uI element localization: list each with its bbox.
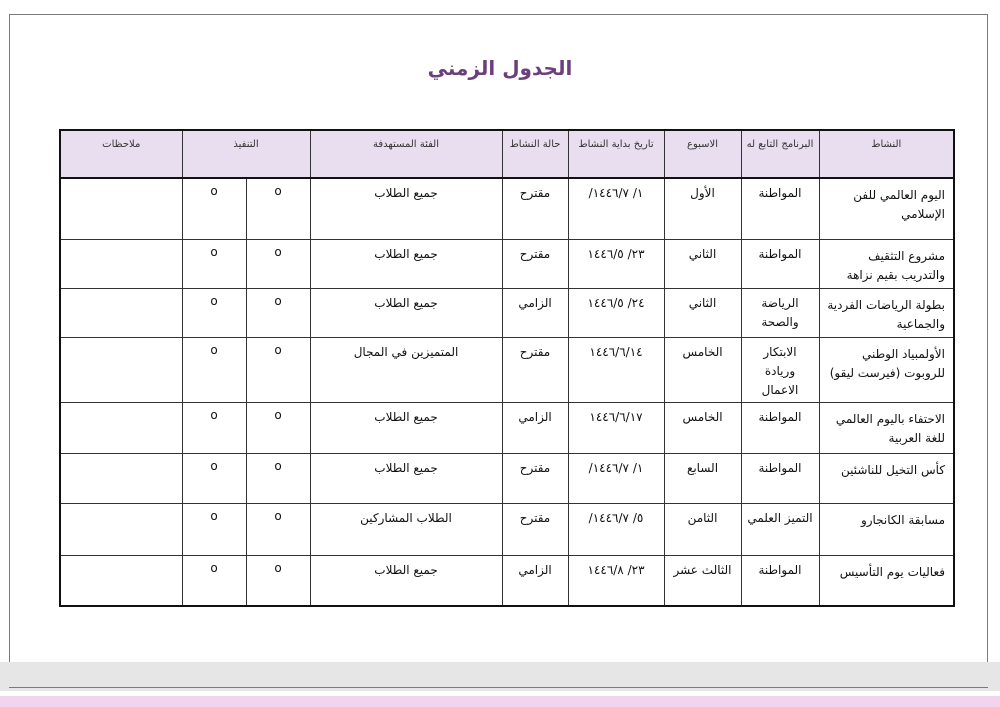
- header-status: حالة النشاط: [502, 130, 568, 178]
- notes-cell: [60, 289, 182, 338]
- notes-cell: [60, 403, 182, 454]
- execution-mark: o: [182, 289, 246, 338]
- table-row: [60, 178, 954, 240]
- execution-mark: o: [182, 454, 246, 504]
- execution-mark: o: [246, 556, 310, 607]
- execution-mark: o: [246, 289, 310, 338]
- date-cell: ١/ ١٤٤٦/٧/: [568, 454, 664, 504]
- header-target: الفئة المستهدفة: [310, 130, 502, 178]
- activity-cell: الاحتفاء باليوم العالمي للغة العربية: [819, 403, 954, 454]
- table-row: [60, 338, 954, 403]
- activity-cell: اليوم العالمي للفن الإسلامي: [819, 178, 954, 240]
- execution-mark: o: [182, 504, 246, 556]
- header-row: [60, 130, 954, 178]
- target-cell: جميع الطلاب: [310, 289, 502, 338]
- program-cell: المواطنة: [741, 403, 819, 454]
- date-cell: ٥/ ١٤٤٦/٧/: [568, 504, 664, 556]
- date-cell: ٢٣/ ١٤٤٦/٨: [568, 556, 664, 607]
- activity-cell: فعاليات يوم التأسيس: [819, 556, 954, 607]
- table-row: [60, 289, 954, 338]
- notes-cell: [60, 504, 182, 556]
- notes-cell: [60, 338, 182, 403]
- week-cell: الثالث عشر: [664, 556, 741, 607]
- week-cell: الثاني: [664, 289, 741, 338]
- program-cell: الرياضة والصحة: [741, 289, 819, 338]
- status-cell: مقترح: [502, 454, 568, 504]
- execution-mark: o: [246, 454, 310, 504]
- status-cell: الزامي: [502, 289, 568, 338]
- date-cell: ١٤٤٦/٦/١٧: [568, 403, 664, 454]
- execution-mark: o: [246, 403, 310, 454]
- schedule-table: [59, 129, 955, 607]
- execution-mark: o: [182, 240, 246, 289]
- activity-cell: بطولة الرياضات الفردية والجماعية: [819, 289, 954, 338]
- execution-mark: o: [246, 240, 310, 289]
- execution-mark: o: [182, 338, 246, 403]
- target-cell: المتميزين في المجال: [310, 338, 502, 403]
- execution-mark: o: [246, 178, 310, 240]
- program-cell: المواطنة: [741, 556, 819, 607]
- table-row: [60, 556, 954, 607]
- target-cell: جميع الطلاب: [310, 240, 502, 289]
- notes-cell: [60, 556, 182, 607]
- program-cell: المواطنة: [741, 240, 819, 289]
- execution-mark: o: [246, 338, 310, 403]
- execution-mark: o: [246, 504, 310, 556]
- program-cell: المواطنة: [741, 454, 819, 504]
- week-cell: الخامس: [664, 338, 741, 403]
- notes-cell: [60, 454, 182, 504]
- target-cell: جميع الطلاب: [310, 178, 502, 240]
- date-cell: ٢٤/ ١٤٤٦/٥: [568, 289, 664, 338]
- header-start-date: تاريخ بداية النشاط: [568, 130, 664, 178]
- target-cell: جميع الطلاب: [310, 454, 502, 504]
- week-cell: الثامن: [664, 504, 741, 556]
- target-cell: الطلاب المشاركين: [310, 504, 502, 556]
- status-cell: مقترح: [502, 178, 568, 240]
- notes-cell: [60, 178, 182, 240]
- execution-mark: o: [182, 403, 246, 454]
- table-row: [60, 504, 954, 556]
- target-cell: جميع الطلاب: [310, 403, 502, 454]
- activity-cell: الأولمبياد الوطني للروبوت (فيرست ليقو): [819, 338, 954, 403]
- week-cell: الخامس: [664, 403, 741, 454]
- activity-cell: مسابقة الكانجارو: [819, 504, 954, 556]
- activity-cell: مشروع التثقيف والتدريب بقيم نزاهة: [819, 240, 954, 289]
- table-row: [60, 403, 954, 454]
- status-cell: مقترح: [502, 504, 568, 556]
- date-cell: ٢٣/ ١٤٤٦/٥: [568, 240, 664, 289]
- target-cell: جميع الطلاب: [310, 556, 502, 607]
- date-cell: ١/ ١٤٤٦/٧/: [568, 178, 664, 240]
- week-cell: الثاني: [664, 240, 741, 289]
- status-cell: الزامي: [502, 403, 568, 454]
- notes-cell: [60, 240, 182, 289]
- header-notes: ملاحظات: [60, 130, 182, 178]
- page-bottom-edge: [9, 687, 988, 688]
- week-cell: السابع: [664, 454, 741, 504]
- week-cell: الأول: [664, 178, 741, 240]
- program-cell: التميز العلمي: [741, 504, 819, 556]
- activity-cell: كأس التخيل للناشئين: [819, 454, 954, 504]
- program-cell: المواطنة: [741, 178, 819, 240]
- header-activity: النشاط: [819, 130, 954, 178]
- execution-mark: o: [182, 556, 246, 607]
- status-cell: مقترح: [502, 240, 568, 289]
- header-week: الاسبوع: [664, 130, 741, 178]
- program-cell: الابتكار وريادة الاعمال: [741, 338, 819, 403]
- table-row: [60, 240, 954, 289]
- page-title: الجدول الزمني: [427, 56, 573, 80]
- header-program: البرنامج التابع له: [741, 130, 819, 178]
- date-cell: ١٤٤٦/٦/١٤: [568, 338, 664, 403]
- header-execution: التنفيذ: [182, 130, 310, 178]
- execution-mark: o: [182, 178, 246, 240]
- table-row: [60, 454, 954, 504]
- status-cell: الزامي: [502, 556, 568, 607]
- next-page-edge: [0, 696, 1000, 707]
- status-cell: مقترح: [502, 338, 568, 403]
